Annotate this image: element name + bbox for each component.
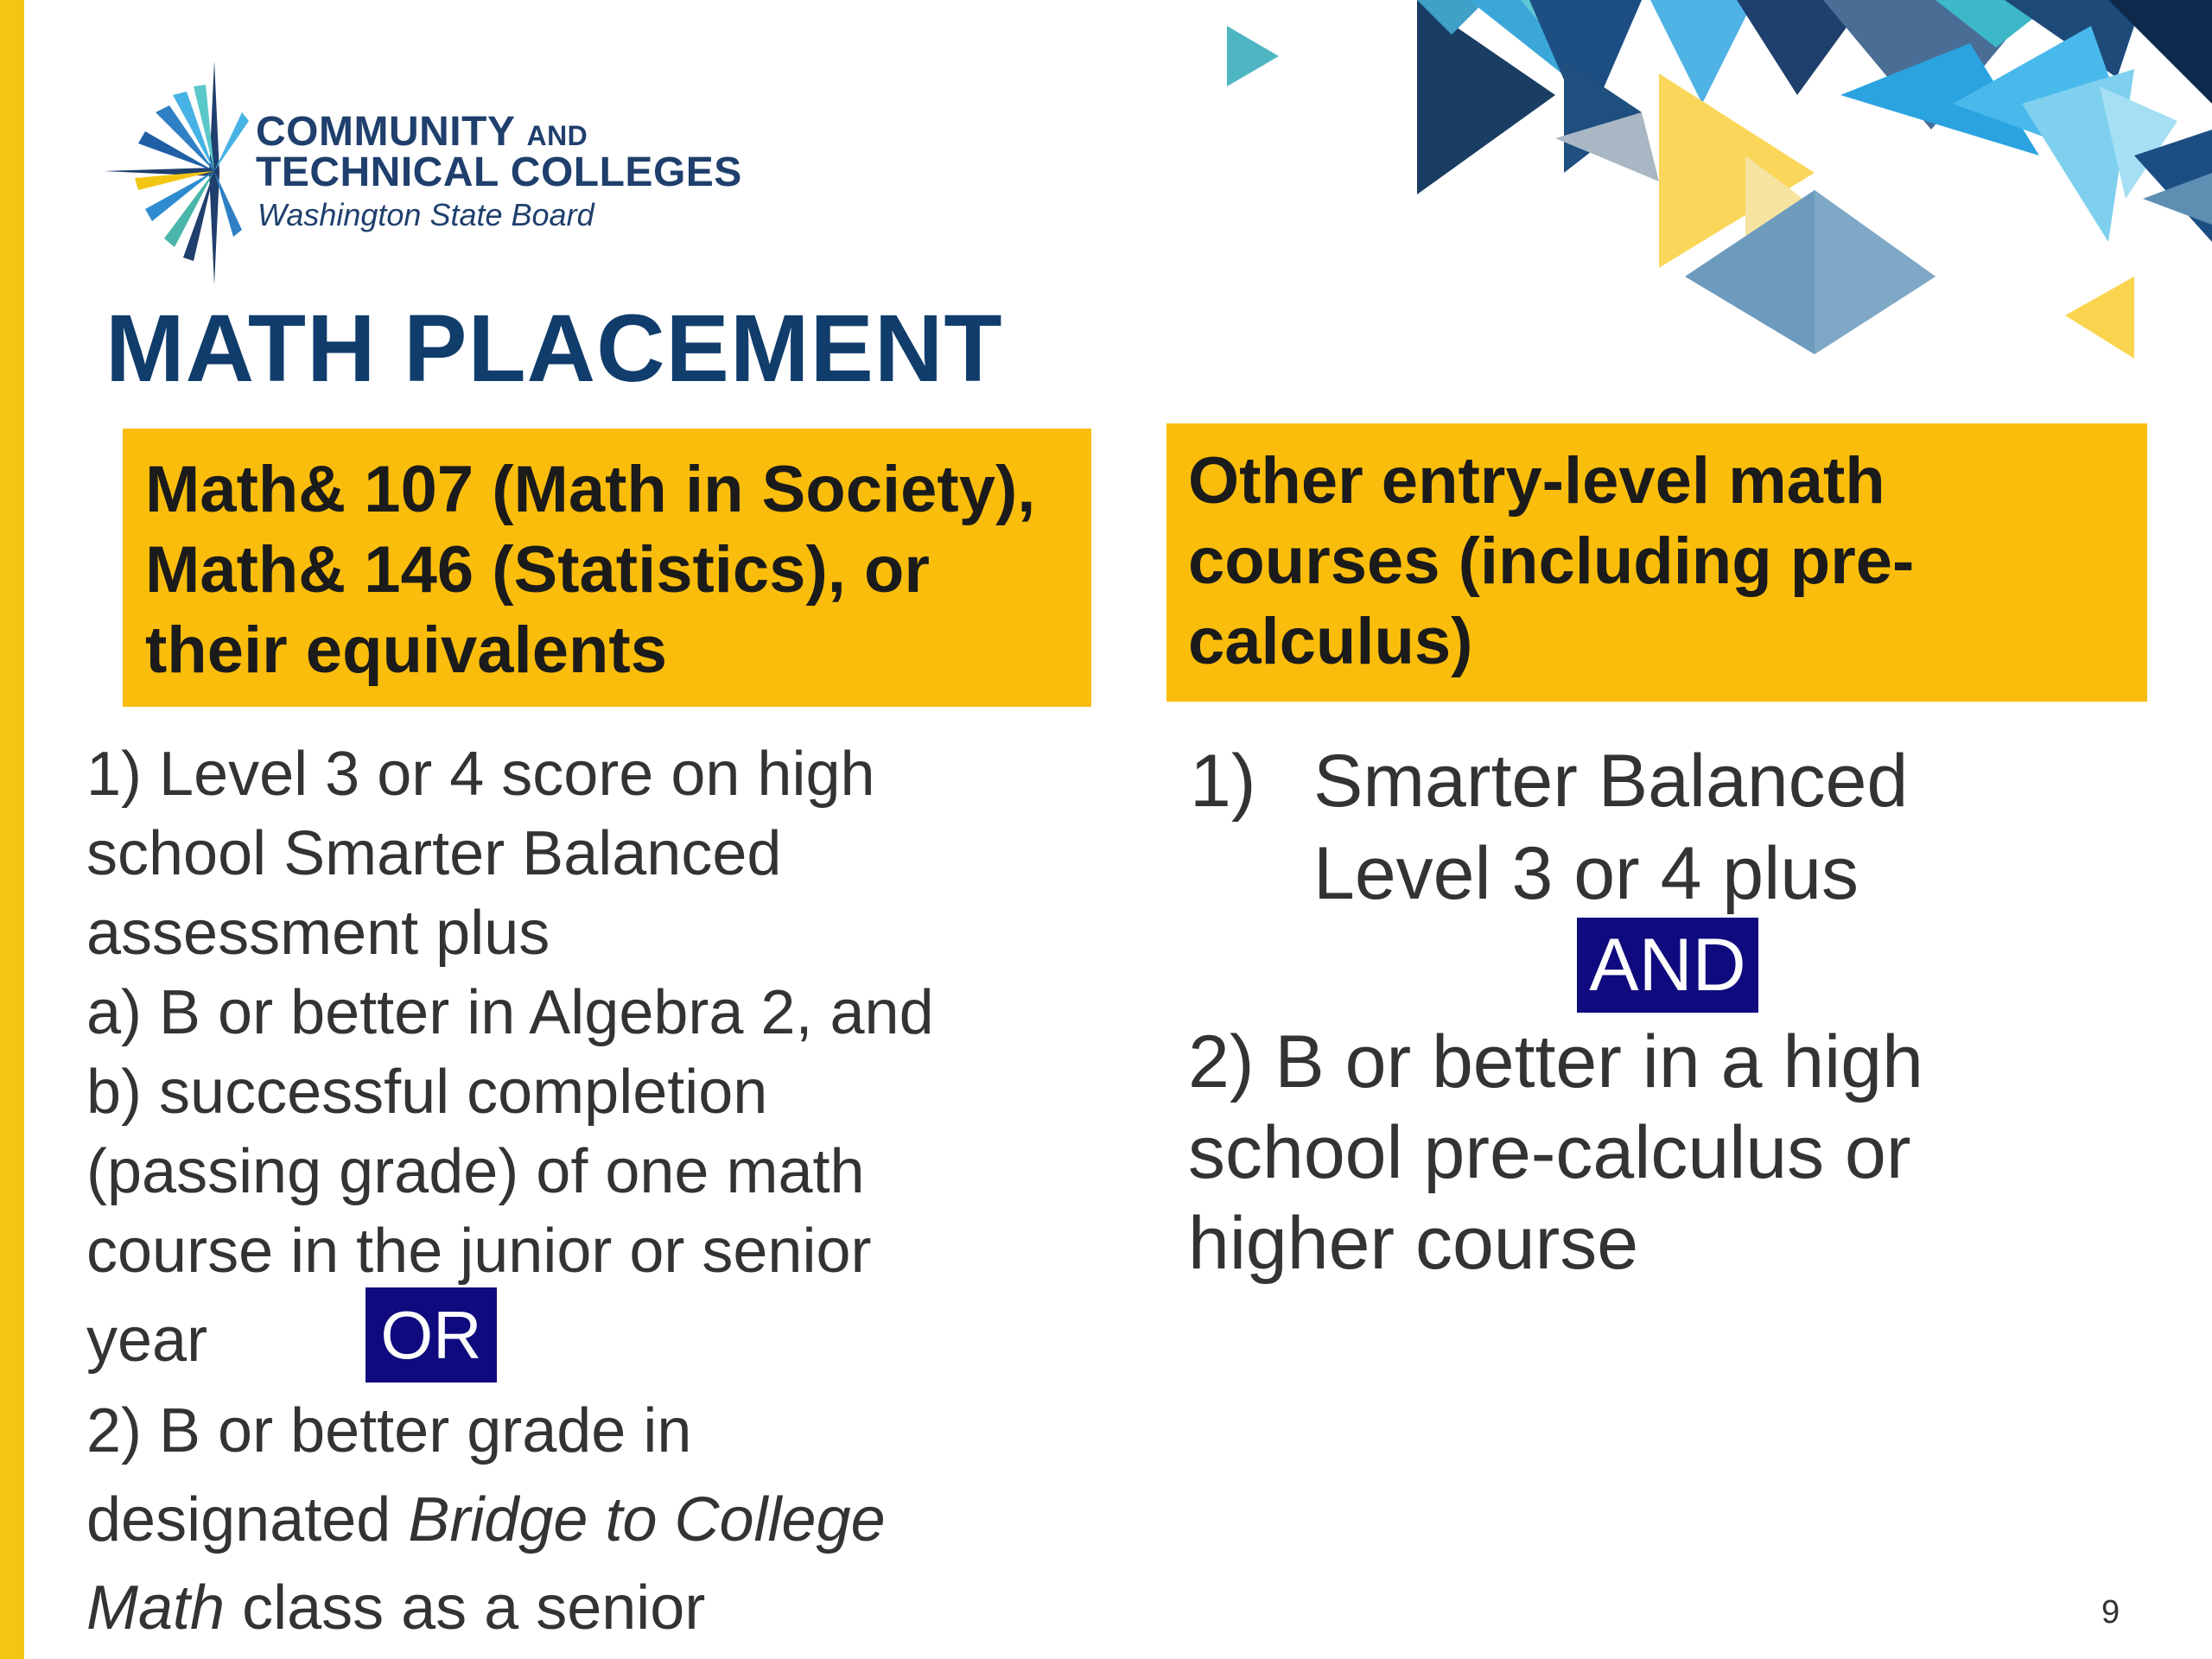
right-column-body xyxy=(1188,0,2182,1659)
right-item2-line: school pre-calculus or xyxy=(1188,1111,1911,1194)
left-accent-bar xyxy=(0,0,24,1659)
left-header-line: Math& 107 (Math in Society), xyxy=(145,453,1036,526)
right-header-line: Other entry-level math xyxy=(1188,444,1885,518)
or-badge: OR xyxy=(365,1287,497,1382)
and-badge: AND xyxy=(1577,918,1758,1013)
left-option2-line3: Math class as a senior xyxy=(86,1573,706,1643)
left-body-line: a) B or better in Algebra 2, and xyxy=(86,978,934,1047)
left-header-line: Math& 146 (Statistics), or xyxy=(145,533,930,607)
left-body-line: b) successful completion xyxy=(86,1058,768,1127)
left-header-line: their equivalents xyxy=(145,613,667,687)
right-item1-line: Level 3 or 4 plus xyxy=(1313,832,1859,915)
left-body-line: assessment plus xyxy=(86,899,550,968)
left-body-line: school Smarter Balanced xyxy=(86,819,782,888)
logo-text-line1: COMMUNITY AND xyxy=(256,109,588,155)
right-item1-line: Smarter Balanced xyxy=(1313,740,1909,823)
logo-subtitle: Washington State Board xyxy=(257,197,594,232)
page-number: 9 xyxy=(2101,1594,2120,1630)
page-title: MATH PLACEMENT xyxy=(105,296,1003,402)
right-header-line: calculus) xyxy=(1188,605,1473,678)
right-header-line: courses (including pre- xyxy=(1188,524,1915,598)
logo-text-line2: TECHNICAL COLLEGES xyxy=(256,149,742,195)
left-option2-line2: designated Bridge to College xyxy=(86,1485,886,1554)
right-item2-line: 2) B or better in a high xyxy=(1188,1020,1923,1103)
left-body-line: course in the junior or senior xyxy=(86,1217,872,1286)
left-column-body xyxy=(86,0,1141,1659)
left-body-line: 1) Level 3 or 4 score on high xyxy=(86,740,875,809)
left-body-line: (passing grade) of one math xyxy=(86,1137,865,1206)
left-body-line: year xyxy=(86,1306,208,1375)
right-item2-line: higher course xyxy=(1188,1202,1639,1285)
left-option2-line1: 2) B or better grade in xyxy=(86,1396,692,1465)
right-item1-number: 1) xyxy=(1190,740,1256,823)
